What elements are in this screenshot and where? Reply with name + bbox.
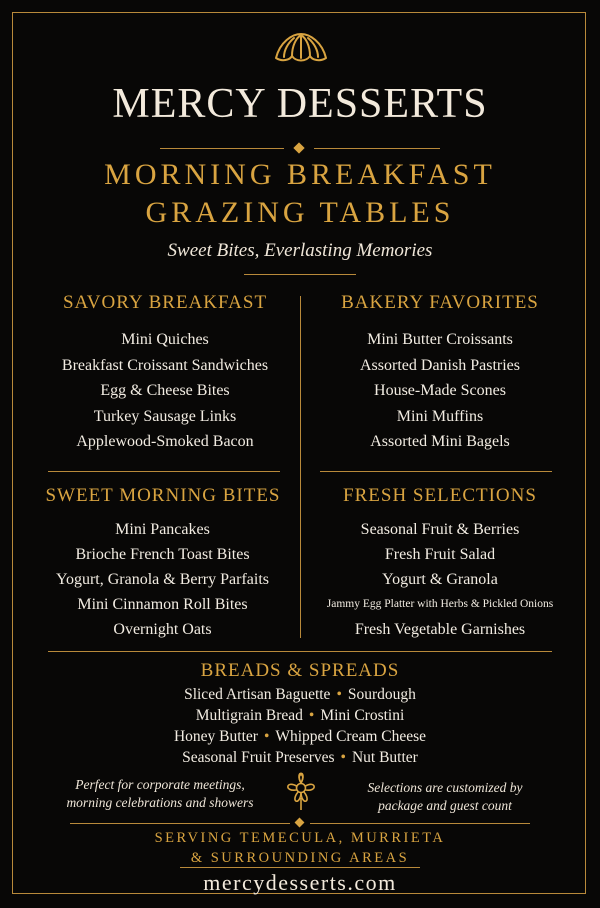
bullet-icon: • — [340, 749, 346, 766]
left-note-line: Perfect for corporate meetings, — [75, 777, 245, 792]
list-item: Applewood-Smoked Bacon — [76, 433, 254, 450]
list-item: Seasonal Fruit & Berries — [360, 521, 520, 538]
bullet-icon: • — [308, 707, 315, 724]
bullet-icon: • — [263, 728, 270, 745]
list-item: Yogurt, Granola & Berry Parfaits — [55, 571, 269, 588]
section-title-breads: BREADS & SPREADS — [200, 660, 400, 681]
list-item — [0, 726, 600, 747]
bread-item: Whipped Cream Cheese — [275, 728, 427, 745]
brand-divider-right — [314, 148, 440, 149]
list-item: Egg & Cheese Bites — [100, 382, 230, 399]
right-note-line: package and guest count — [378, 798, 512, 813]
bread-item: Mini Crostini — [320, 707, 405, 724]
list-item: Turkey Sausage Links — [93, 407, 237, 425]
list-item — [0, 705, 600, 726]
footer-divider-left — [70, 823, 290, 824]
list-item: Breakfast Croissant Sandwiches — [61, 356, 269, 374]
list-item: Assorted Danish Pastries — [360, 356, 520, 374]
right-note-line: Selections are customized by — [367, 780, 523, 795]
list-item: Yogurt & Granola — [382, 571, 498, 588]
section-divider-right — [320, 471, 552, 472]
title-line-1: MORNING BREAKFAST — [104, 158, 496, 191]
left-note-line: morning celebrations and showers — [66, 795, 254, 810]
list-item: Brioche French Toast Bites — [75, 546, 250, 563]
list-item: Mini Quiches — [121, 331, 209, 348]
breads-top-divider — [48, 651, 552, 652]
website-divider — [180, 867, 420, 868]
list-item: Assorted Mini Bagels — [370, 433, 510, 450]
bread-item: Honey Butter — [173, 728, 258, 745]
flower-icon — [280, 768, 322, 812]
service-area-line: SERVING TEMECULA, MURRIETA — [154, 830, 446, 846]
section-divider-left — [48, 471, 280, 472]
section-title-sweet: SWEET MORNING BITES — [45, 485, 281, 506]
sweet-list — [20, 517, 305, 642]
bread-item: Sliced Artisan Baguette — [184, 686, 331, 703]
list-item: Fresh Vegetable Garnishes — [354, 621, 526, 638]
section-title-savory: SAVORY BREAKFAST — [62, 292, 268, 313]
list-item: Mini Pancakes — [115, 521, 210, 538]
list-item: Overnight Oats — [113, 621, 212, 638]
breads-list — [0, 684, 600, 768]
service-area — [0, 828, 600, 868]
list-item: House-Made Scones — [374, 382, 506, 399]
bullet-icon: • — [336, 686, 342, 703]
title-line-2: GRAZING TABLES — [145, 196, 455, 229]
service-area-line: & SURROUNDING AREAS — [190, 850, 410, 866]
bread-item: Nut Butter — [351, 749, 418, 766]
footer-divider-right — [310, 823, 530, 824]
tagline-divider — [244, 274, 356, 275]
brand-divider-left — [160, 148, 284, 149]
list-item: Mini Butter Croissants — [367, 331, 513, 348]
bread-item: Seasonal Fruit Preserves — [182, 749, 335, 766]
website-link[interactable]: mercydesserts.com — [203, 870, 397, 895]
list-item: Mini Muffins — [396, 407, 484, 425]
fresh-list — [305, 517, 575, 642]
section-title-bakery: BAKERY FAVORITES — [341, 292, 539, 313]
savory-list — [25, 327, 305, 455]
list-item: Jammy Egg Platter with Herbs & Pickled Onions — [326, 598, 554, 610]
list-item: Mini Cinnamon Roll Bites — [77, 596, 248, 613]
brand-name: MERCY DESSERTS — [112, 81, 488, 127]
bread-item: Multigrain Bread — [195, 707, 303, 724]
tagline: Sweet Bites, Everlasting Memories — [167, 240, 433, 261]
list-item: Fresh Fruit Salad — [384, 546, 496, 563]
left-note — [40, 776, 280, 812]
bakery-list — [305, 327, 575, 455]
list-item — [0, 747, 600, 768]
right-note — [330, 779, 560, 815]
bread-item: Sourdough — [347, 686, 416, 703]
croissant-icon — [270, 28, 332, 68]
section-title-fresh: FRESH SELECTIONS — [343, 485, 537, 506]
list-item — [0, 684, 600, 705]
